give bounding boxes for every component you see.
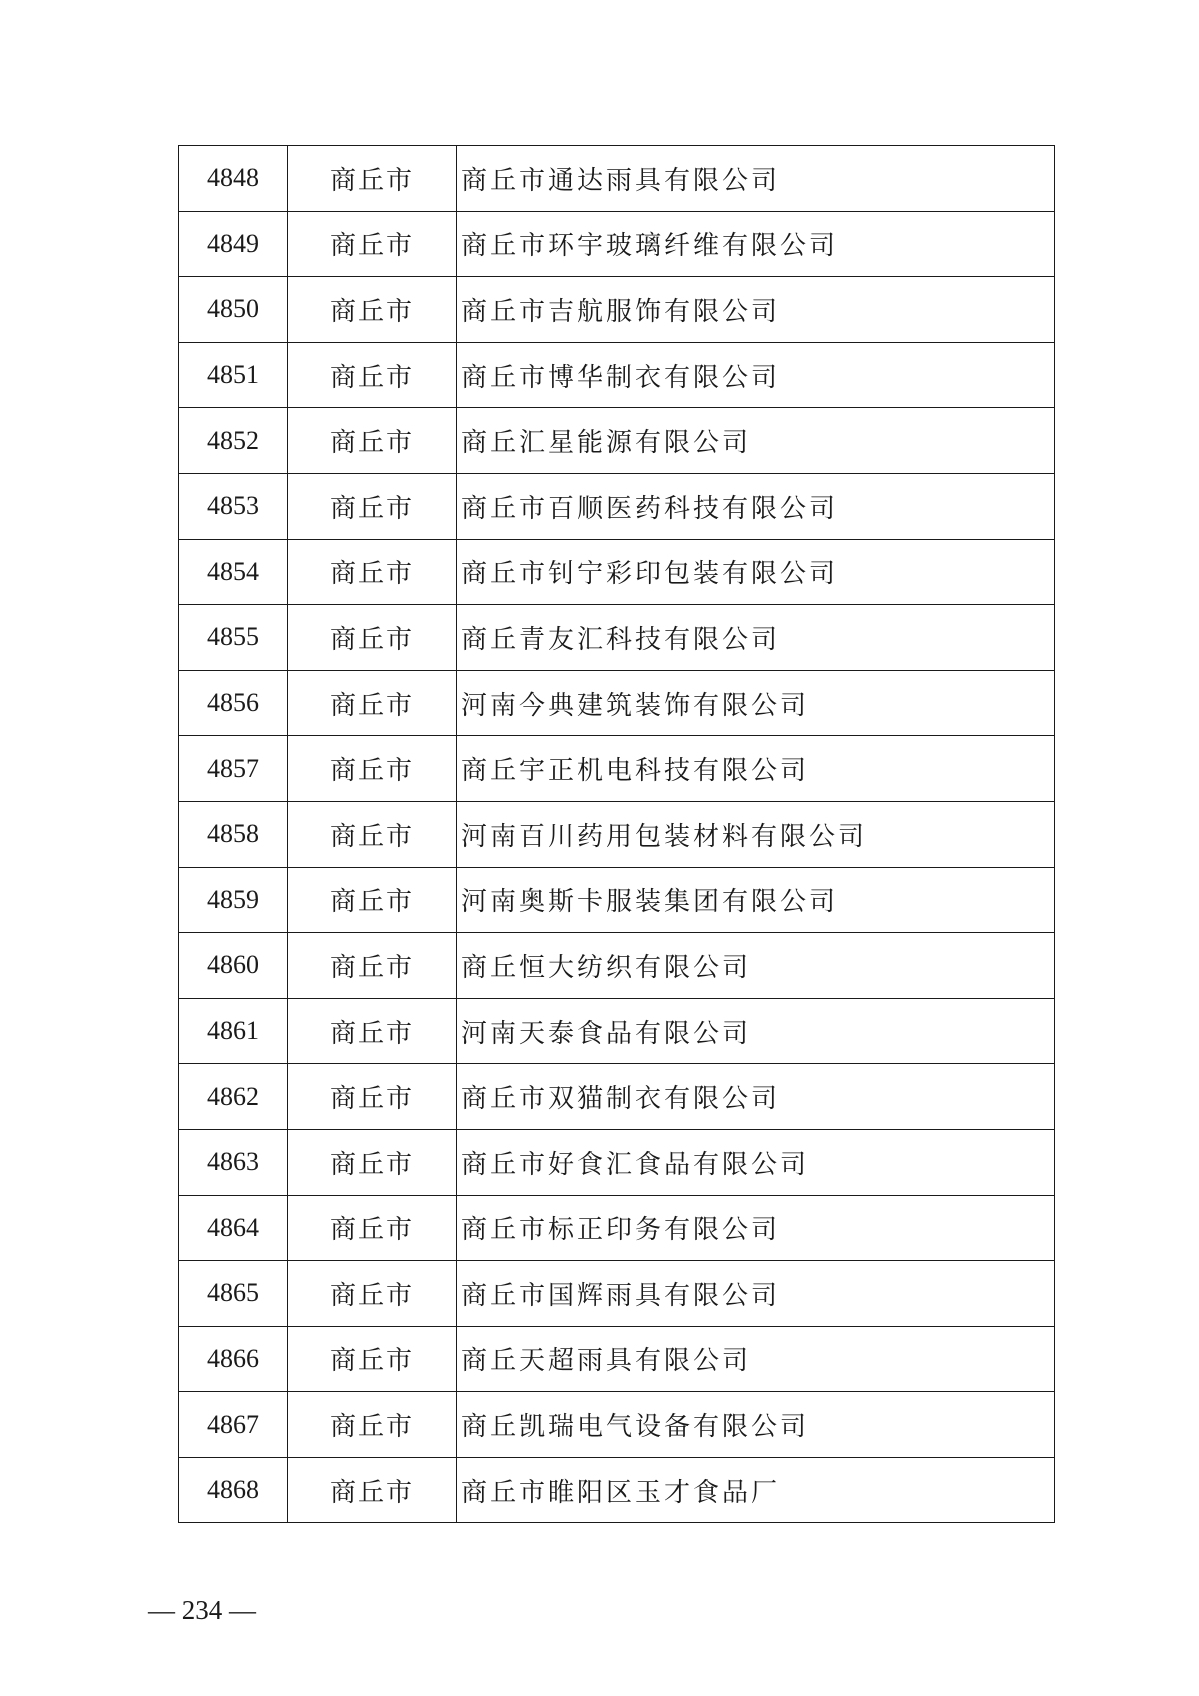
row-number: 4850 [179, 277, 288, 343]
company-list-body [179, 146, 1055, 1523]
city-cell: 商丘市 [288, 146, 457, 212]
city-cell: 商丘市 [288, 1326, 457, 1392]
row-number: 4862 [179, 1064, 288, 1130]
row-number: 4868 [179, 1457, 288, 1523]
company-name-cell: 商丘市吉航服饰有限公司 [457, 277, 1055, 343]
company-name-cell: 河南今典建筑装饰有限公司 [457, 670, 1055, 736]
city-cell: 商丘市 [288, 277, 457, 343]
company-name-cell: 商丘市博华制衣有限公司 [457, 342, 1055, 408]
company-name-cell: 商丘市通达雨具有限公司 [457, 146, 1055, 212]
table-row [179, 801, 1055, 867]
city-cell: 商丘市 [288, 408, 457, 474]
table-row [179, 342, 1055, 408]
company-name-cell: 商丘市钊宁彩印包装有限公司 [457, 539, 1055, 605]
city-cell: 商丘市 [288, 1195, 457, 1261]
company-name-cell: 商丘市环宇玻璃纤维有限公司 [457, 211, 1055, 277]
city-cell: 商丘市 [288, 736, 457, 802]
row-number: 4861 [179, 998, 288, 1064]
row-number: 4848 [179, 146, 288, 212]
company-name-cell: 商丘恒大纺织有限公司 [457, 933, 1055, 999]
table-row [179, 933, 1055, 999]
table-row [179, 605, 1055, 671]
row-number: 4866 [179, 1326, 288, 1392]
row-number: 4852 [179, 408, 288, 474]
table-row [179, 1261, 1055, 1327]
city-cell: 商丘市 [288, 1129, 457, 1195]
company-list-table [178, 145, 1055, 1523]
table-row [179, 408, 1055, 474]
company-name-cell: 商丘市国辉雨具有限公司 [457, 1261, 1055, 1327]
row-number: 4860 [179, 933, 288, 999]
company-name-cell: 商丘市百顺医药科技有限公司 [457, 473, 1055, 539]
row-number: 4863 [179, 1129, 288, 1195]
city-cell: 商丘市 [288, 1064, 457, 1130]
table-row [179, 1392, 1055, 1458]
table-row [179, 1195, 1055, 1261]
table-row [179, 277, 1055, 343]
page-number: — 234 — [148, 1595, 256, 1625]
company-name-cell: 商丘天超雨具有限公司 [457, 1326, 1055, 1392]
row-number: 4855 [179, 605, 288, 671]
table-row [179, 473, 1055, 539]
city-cell: 商丘市 [288, 1261, 457, 1327]
table-row [179, 1064, 1055, 1130]
company-name-cell: 商丘市标正印务有限公司 [457, 1195, 1055, 1261]
row-number: 4857 [179, 736, 288, 802]
company-name-cell: 商丘宇正机电科技有限公司 [457, 736, 1055, 802]
city-cell: 商丘市 [288, 539, 457, 605]
company-name-cell: 商丘市睢阳区玉才食品厂 [457, 1457, 1055, 1523]
row-number: 4858 [179, 801, 288, 867]
company-name-cell: 商丘青友汇科技有限公司 [457, 605, 1055, 671]
city-cell: 商丘市 [288, 473, 457, 539]
company-name-cell: 商丘市好食汇食品有限公司 [457, 1129, 1055, 1195]
city-cell: 商丘市 [288, 211, 457, 277]
row-number: 4859 [179, 867, 288, 933]
table-row [179, 1326, 1055, 1392]
table-row [179, 146, 1055, 212]
row-number: 4867 [179, 1392, 288, 1458]
table-row [179, 539, 1055, 605]
table-row [179, 1457, 1055, 1523]
city-cell: 商丘市 [288, 605, 457, 671]
city-cell: 商丘市 [288, 1457, 457, 1523]
row-number: 4865 [179, 1261, 288, 1327]
company-name-cell: 河南天泰食品有限公司 [457, 998, 1055, 1064]
company-name-cell: 河南百川药用包装材料有限公司 [457, 801, 1055, 867]
table-row [179, 1129, 1055, 1195]
company-name-cell: 商丘市双猫制衣有限公司 [457, 1064, 1055, 1130]
company-name-cell: 商丘凯瑞电气设备有限公司 [457, 1392, 1055, 1458]
table-row [179, 670, 1055, 736]
row-number: 4856 [179, 670, 288, 736]
table-row [179, 736, 1055, 802]
table-row [179, 998, 1055, 1064]
city-cell: 商丘市 [288, 670, 457, 736]
city-cell: 商丘市 [288, 1392, 457, 1458]
city-cell: 商丘市 [288, 933, 457, 999]
row-number: 4864 [179, 1195, 288, 1261]
company-name-cell: 河南奥斯卡服装集团有限公司 [457, 867, 1055, 933]
table-row [179, 211, 1055, 277]
city-cell: 商丘市 [288, 801, 457, 867]
row-number: 4849 [179, 211, 288, 277]
row-number: 4853 [179, 473, 288, 539]
table-row [179, 867, 1055, 933]
city-cell: 商丘市 [288, 998, 457, 1064]
company-name-cell: 商丘汇星能源有限公司 [457, 408, 1055, 474]
city-cell: 商丘市 [288, 867, 457, 933]
row-number: 4851 [179, 342, 288, 408]
row-number: 4854 [179, 539, 288, 605]
city-cell: 商丘市 [288, 342, 457, 408]
